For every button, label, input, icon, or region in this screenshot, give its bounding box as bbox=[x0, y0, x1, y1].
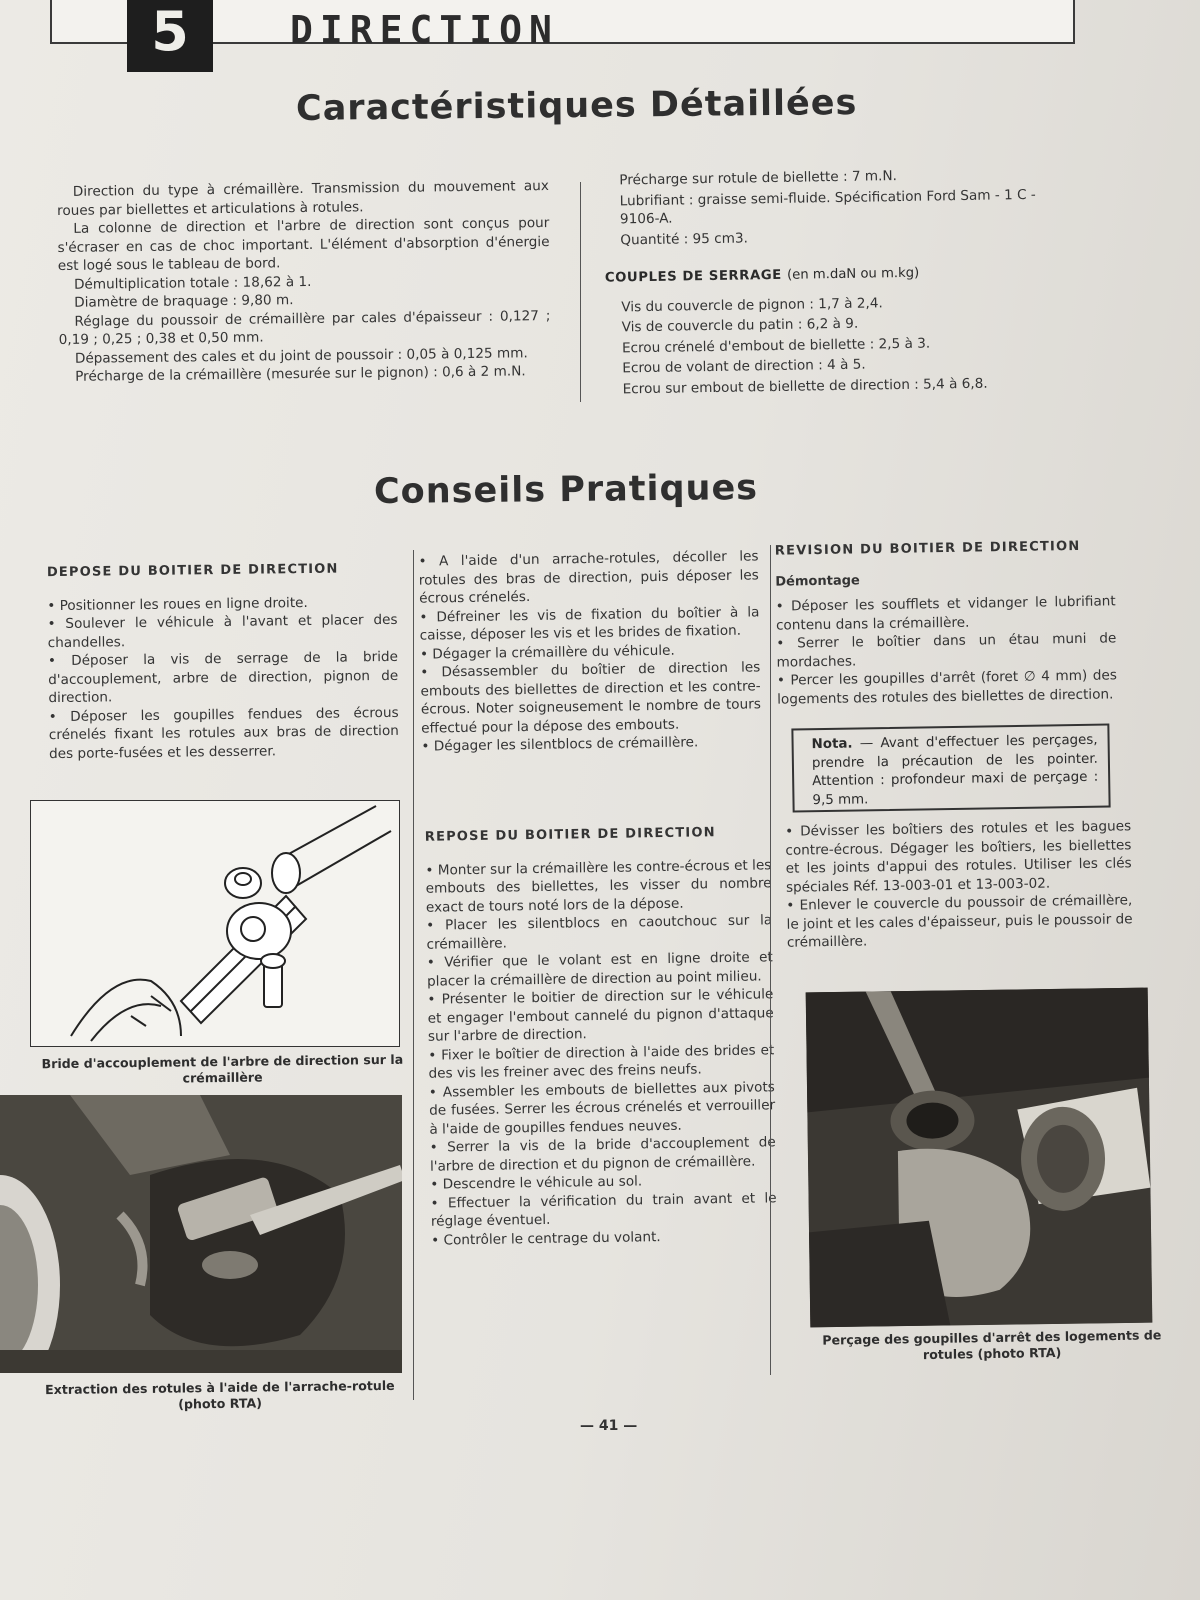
repose-heading: REPOSE DU BOITIER DE DIRECTION bbox=[424, 825, 716, 845]
list-item: • Serrer le boîtier dans un étau muni de mordaches. bbox=[776, 629, 1117, 671]
nota-text: — Avant d'effectuer les perçages, prendre la précaution de les pointer. Attention : profondeur maxi de perçage : 9,5 mm. bbox=[811, 732, 1099, 808]
list-item: • Soulever le véhicule à l'avant et placer des chandelles. bbox=[47, 611, 397, 652]
repose-column bbox=[425, 823, 778, 1249]
conseils-title: Conseils Pratiques bbox=[373, 467, 759, 513]
torque-item: Vis du couvercle de pignon : 1,7 à 2,4. bbox=[621, 294, 883, 315]
list-item: • Dégager les silentblocs de crémaillère. bbox=[421, 732, 761, 756]
paragraph: La colonne de direction et l'arbre de direction sont conçus pour s'écraser en cas de choc important. L'élément d'absorption d'énergie est logé sous le tableau de bord. bbox=[57, 214, 550, 275]
list-item: • Dévisser les boîtiers des rotules et les bagues contre-écrous. Dégager les boîtiers, les biellettes et les joints d'appui des rotules. Utiliser les clés spéciales Réf. 13-003-01 et 13-003-02. bbox=[785, 817, 1132, 896]
demontage-heading: Démontage bbox=[775, 572, 860, 590]
nota-box bbox=[791, 724, 1110, 813]
figure-caption: Extraction des rotules à l'aide de l'arrache-rotule (photo RTA) bbox=[45, 1377, 395, 1412]
torque-item: Ecrou sur embout de biellette de direction : 5,4 à 6,8. bbox=[622, 375, 988, 397]
list-item: • Fixer le boîtier de direction à l'aide des brides et des vis les freiner avec des freins neufs. bbox=[428, 1041, 775, 1083]
paragraph: Direction du type à crémaillère. Transmission du mouvement aux roues par biellettes et articulations à rotules. bbox=[57, 178, 549, 219]
paragraph: Lubrifiant : graisse semi-fluide. Spécification Ford Sam - 1 C - 9106-A. bbox=[619, 186, 1036, 228]
ball-joint-extraction-photo bbox=[0, 1095, 402, 1373]
paragraph: Dépassement des cales et du joint de poussoir : 0,05 à 0,125 mm. bbox=[74, 344, 528, 367]
couples-unit: (en m.daN ou m.kg) bbox=[786, 265, 920, 283]
caracteristiques-left-column bbox=[57, 177, 551, 386]
list-item: • Serrer la vis de la bride d'accouplement de l'arbre de direction et du pignon de crémaillère. bbox=[430, 1133, 777, 1175]
figure-caption: Perçage des goupilles d'arrêt des logements de rotules (photo RTA) bbox=[822, 1327, 1162, 1363]
list-item: • Présenter le boitier de direction sur le véhicule et engager l'embout cannelé du pignon d'attaque sur l'arbre de direction. bbox=[427, 985, 774, 1046]
list-item: • Positionner les roues en ligne droite. bbox=[47, 592, 397, 615]
figure-caption: Bride d'accouplement de l'arbre de direction sur la crémaillère bbox=[41, 1051, 404, 1086]
nota-label: Nota. bbox=[811, 736, 853, 753]
chapter-number: 5 bbox=[127, 0, 213, 72]
column-divider bbox=[580, 182, 581, 402]
torque-item: Ecrou crénelé d'embout de biellette : 2,5 à 3. bbox=[621, 335, 931, 356]
revision-column bbox=[775, 537, 1118, 708]
depose-column bbox=[47, 560, 399, 763]
drilling-photo bbox=[806, 988, 1153, 1328]
chapter-title: DIRECTION bbox=[290, 8, 559, 52]
paragraph: Précharge sur rotule de biellette : 7 m.N. bbox=[619, 168, 898, 189]
column-divider bbox=[770, 545, 771, 1375]
revision-heading: REVISION DU BOITIER DE DIRECTION bbox=[774, 538, 1081, 559]
list-item: • Contrôler le centrage du volant. bbox=[431, 1226, 777, 1250]
caracteristiques-title: Caractéristiques Détaillées bbox=[295, 83, 858, 129]
paragraph: Précharge de la crémaillère (mesurée sur le pignon) : 0,6 à 2 m.N. bbox=[75, 363, 526, 385]
page-number: — 41 — bbox=[580, 1418, 638, 1434]
list-item: • Effectuer la vérification du train avant et le réglage éventuel. bbox=[430, 1189, 777, 1231]
torque-item: Vis de couvercle du patin : 6,2 à 9. bbox=[621, 315, 859, 336]
list-item: • Assembler les embouts de biellettes aux pivots de fusées. Serrer les écrous crénelés et verrouiller à l'aide de goupilles fendues neuves. bbox=[429, 1078, 776, 1139]
list-item: • Déposer la vis de serrage de la bride d'accouplement, arbre de direction, pignon de direction. bbox=[48, 648, 399, 708]
paragraph: Diamètre de braquage : 9,80 m. bbox=[74, 292, 294, 311]
list-item: • Percer les goupilles d'arrêt (foret ∅ 4 mm) des logements des rotules des biellettes de direction. bbox=[777, 666, 1118, 708]
demontage-column-continued bbox=[785, 817, 1133, 952]
torque-item: Ecrou de volant de direction : 4 à 5. bbox=[622, 356, 866, 377]
paragraph: Quantité : 95 cm3. bbox=[620, 229, 749, 248]
list-item: • Déposer les goupilles fendues des écrous crénelés fixant les rotules aux bras de direction des porte-fusées et les desserrer. bbox=[49, 703, 400, 763]
paragraph: Démultiplication totale : 18,62 à 1. bbox=[73, 273, 312, 293]
column-divider bbox=[413, 550, 414, 1400]
couples-heading bbox=[605, 262, 1070, 288]
list-item: • Vérifier que le volant est en ligne droite et placer la crémaillère de direction au point milieu. bbox=[427, 948, 774, 990]
depose-column-continued bbox=[418, 547, 761, 756]
list-item: • A l'aide d'un arrache-rotules, décoller les rotules des bras de direction, puis déposer les écrous crénelés. bbox=[418, 547, 759, 608]
list-item: • Défreiner les vis de fixation du boîtier à la caisse, déposer les vis et les brides de fixation. bbox=[419, 603, 760, 645]
list-item: • Descendre le véhicule au sol. bbox=[430, 1170, 776, 1194]
couples-heading-text: COUPLES DE SERRAGE bbox=[604, 267, 782, 286]
list-item: • Désassembler du boîtier de direction les embouts des biellettes de direction et les contre-écrous. Noter soigneusement le nombre de tours effectué pour la dépose des embouts. bbox=[420, 658, 761, 737]
depose-heading: DEPOSE DU BOITIER DE DIRECTION bbox=[46, 561, 339, 581]
list-item: • Dégager la crémaillère du véhicule. bbox=[420, 640, 760, 664]
list-item: • Placer les silentblocs en caoutchouc sur la crémaillère. bbox=[426, 911, 773, 953]
paragraph: Réglage du poussoir de crémaillère par cales d'épaisseur : 0,127 ; 0,19 ; 0,25 ; 0,38 et 0,50 mm. bbox=[58, 307, 551, 349]
list-item: • Enlever le couvercle du poussoir de crémaillère, le joint et les cales d'épaisseur, puis le poussoir de crémaillère. bbox=[786, 891, 1133, 952]
list-item: • Monter sur la crémaillère les contre-écrous et les embouts des biellettes, les visser du nombre exact de tours noté lors de la dépose. bbox=[425, 856, 772, 917]
coupling-flange-drawing bbox=[30, 800, 400, 1047]
caracteristiques-right-column bbox=[603, 164, 1072, 400]
list-item: • Déposer les soufflets et vidanger le lubrifiant contenu dans la crémaillère. bbox=[776, 592, 1117, 634]
